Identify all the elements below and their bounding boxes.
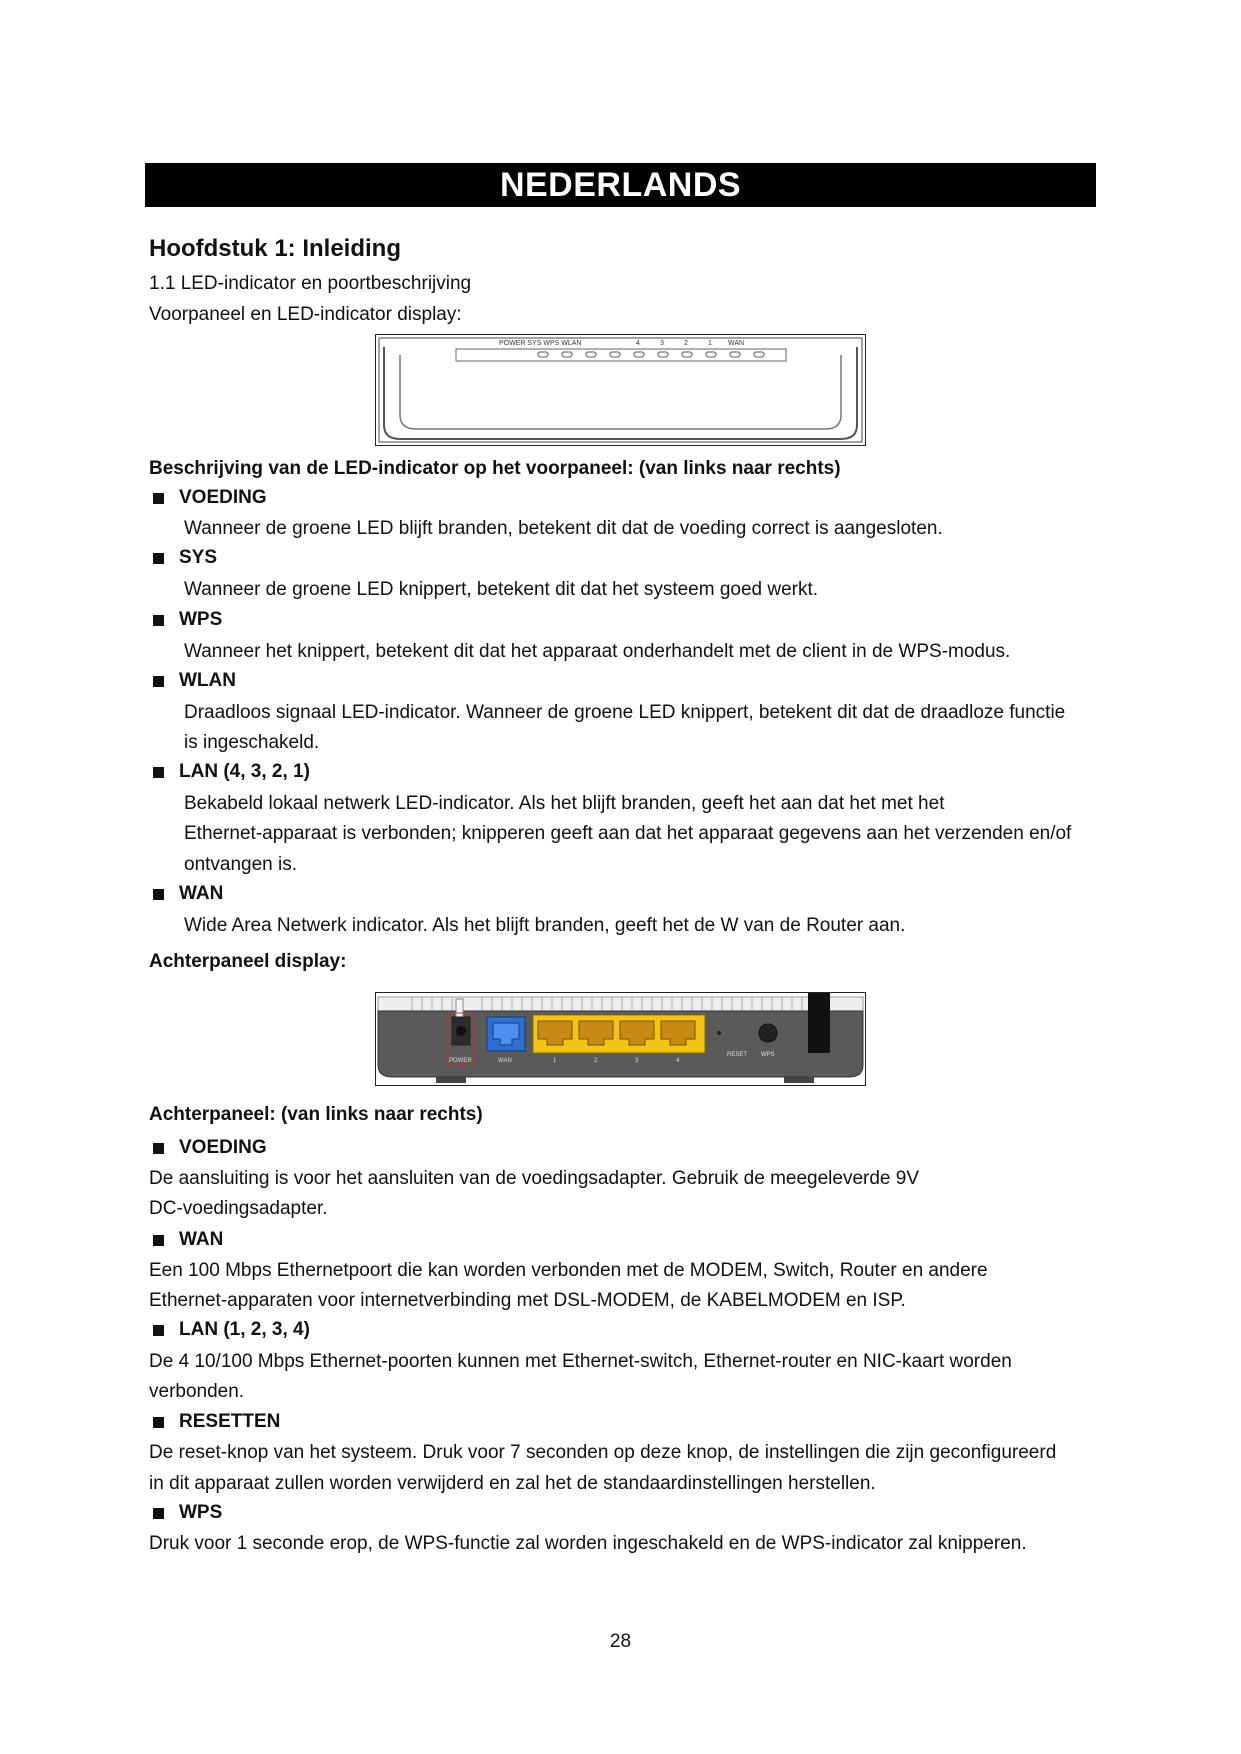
front-item-text: Wide Area Netwerk indicator. Als het blijft branden, geeft het de W van de Router aan.: [184, 915, 906, 936]
bullet-square: [153, 1417, 164, 1428]
bullet-square: [153, 676, 164, 687]
back-item-title: RESETTEN: [179, 1411, 281, 1432]
back-item-text: Druk voor 1 seconde erop, de WPS-functie zal worden ingeschakeld en de WPS-indicator zal knipperen.: [149, 1533, 1027, 1554]
front-item-title: WAN: [179, 883, 224, 904]
front-item-text: Wanneer het knippert, betekent dit dat het apparaat onderhandelt met de client in de WPS-modus.: [184, 641, 1011, 662]
back-label-lan2: 2: [594, 1058, 598, 1064]
back-label-lan1: 1: [553, 1058, 557, 1064]
bullet-square: [153, 1325, 164, 1336]
front-panel-caption: Voorpaneel en LED-indicator display:: [149, 304, 462, 325]
front-panel-figure: [375, 334, 866, 446]
back-label-wps: WPS: [761, 1052, 775, 1058]
back-item-text: verbonden.: [149, 1381, 245, 1402]
back-item-text: Ethernet-apparaten voor internetverbinding met DSL-MODEM, de KABELMODEM en ISP.: [149, 1290, 906, 1311]
front-item-title: VOEDING: [179, 487, 267, 508]
front-item-title: WLAN: [179, 670, 236, 691]
front-item-title: LAN (4, 3, 2, 1): [179, 761, 310, 782]
back-item-title: WAN: [179, 1229, 224, 1250]
antenna-icon: [808, 993, 830, 1053]
language-banner: NEDERLANDS: [145, 163, 1096, 207]
page-number: 28: [609, 1631, 632, 1652]
back-item-text: DC-voedingsadapter.: [149, 1198, 328, 1219]
bullet-square: [153, 1143, 164, 1154]
back-item-title: WPS: [179, 1502, 223, 1523]
back-label-wan: WAN: [498, 1058, 512, 1064]
back-description-heading: Achterpaneel: (van links naar rechts): [149, 1104, 483, 1125]
section-title: 1.1 LED-indicator en poortbeschrijving: [149, 273, 472, 294]
back-label-lan3: 3: [635, 1058, 639, 1064]
front-item-text: Wanneer de groene LED blijft branden, betekent dit dat de voeding correct is aangesloten.: [184, 518, 943, 539]
back-panel-figure: [375, 992, 866, 1086]
front-item-text: Draadloos signaal LED-indicator. Wanneer de groene LED knippert, betekent dit dat de draadloze functie: [184, 702, 1066, 723]
bullet-square: [153, 1235, 164, 1246]
front-label-3: 3: [660, 340, 664, 347]
front-label-wan: WAN: [728, 340, 745, 347]
reset-button-icon: [717, 1031, 721, 1035]
front-item-text: Bekabeld lokaal netwerk LED-indicator. Als het blijft branden, geeft het aan dat het met het: [184, 793, 945, 814]
back-label-lan4: 4: [676, 1058, 680, 1064]
back-label-power: POWER: [449, 1058, 472, 1064]
front-item-text: Ethernet-apparaat is verbonden; knipperen geeft aan dat het apparaat gegevens aan het verzenden en/of: [184, 823, 1072, 844]
bullet-square: [153, 553, 164, 564]
bullet-square: [153, 767, 164, 778]
back-panel-caption: Achterpaneel display:: [149, 951, 347, 972]
front-item-title: WPS: [179, 609, 223, 630]
back-item-text: De 4 10/100 Mbps Ethernet-poorten kunnen met Ethernet-switch, Ethernet-router en NIC-kaart worden: [149, 1351, 1012, 1372]
back-item-text: Een 100 Mbps Ethernetpoort die kan worden verbonden met de MODEM, Switch, Router en andere: [149, 1260, 988, 1281]
wps-button-icon: [759, 1024, 777, 1042]
back-item-title: LAN (1, 2, 3, 4): [179, 1319, 310, 1340]
bullet-square: [153, 1508, 164, 1519]
front-label-1: 1: [708, 340, 712, 347]
back-item-text: De aansluiting is voor het aansluiten van de voedingsadapter. Gebruik de meegeleverde 9V: [149, 1168, 920, 1189]
front-label-leds: POWER SYS WPS WLAN: [499, 340, 582, 347]
front-item-text: ontvangen is.: [184, 854, 298, 875]
back-item-text: in dit apparaat zullen worden verwijderd en zal het de standaardinstellingen herstellen.: [149, 1473, 876, 1494]
back-item-text: De reset-knop van het systeem. Druk voor 7 seconden op deze knop, de instellingen die zijn geconfigureerd: [149, 1442, 1057, 1463]
front-item-text: is ingeschakeld.: [184, 732, 320, 753]
front-label-2: 2: [684, 340, 688, 347]
chapter-title: Hoofdstuk 1: Inleiding: [149, 235, 401, 262]
back-panel-drawing: [376, 993, 865, 1085]
bullet-square: [153, 615, 164, 626]
front-item-title: SYS: [179, 547, 218, 568]
front-label-4: 4: [636, 340, 640, 347]
bullet-square: [153, 493, 164, 504]
front-description-heading: Beschrijving van de LED-indicator op het voorpaneel: (van links naar rechts): [149, 458, 841, 479]
back-item-title: VOEDING: [179, 1137, 267, 1158]
front-item-text: Wanneer de groene LED knippert, betekent dit dat het systeem goed werkt.: [184, 579, 819, 600]
front-panel-drawing: [376, 335, 865, 445]
bullet-square: [153, 889, 164, 900]
back-label-reset: RESET: [727, 1052, 748, 1058]
